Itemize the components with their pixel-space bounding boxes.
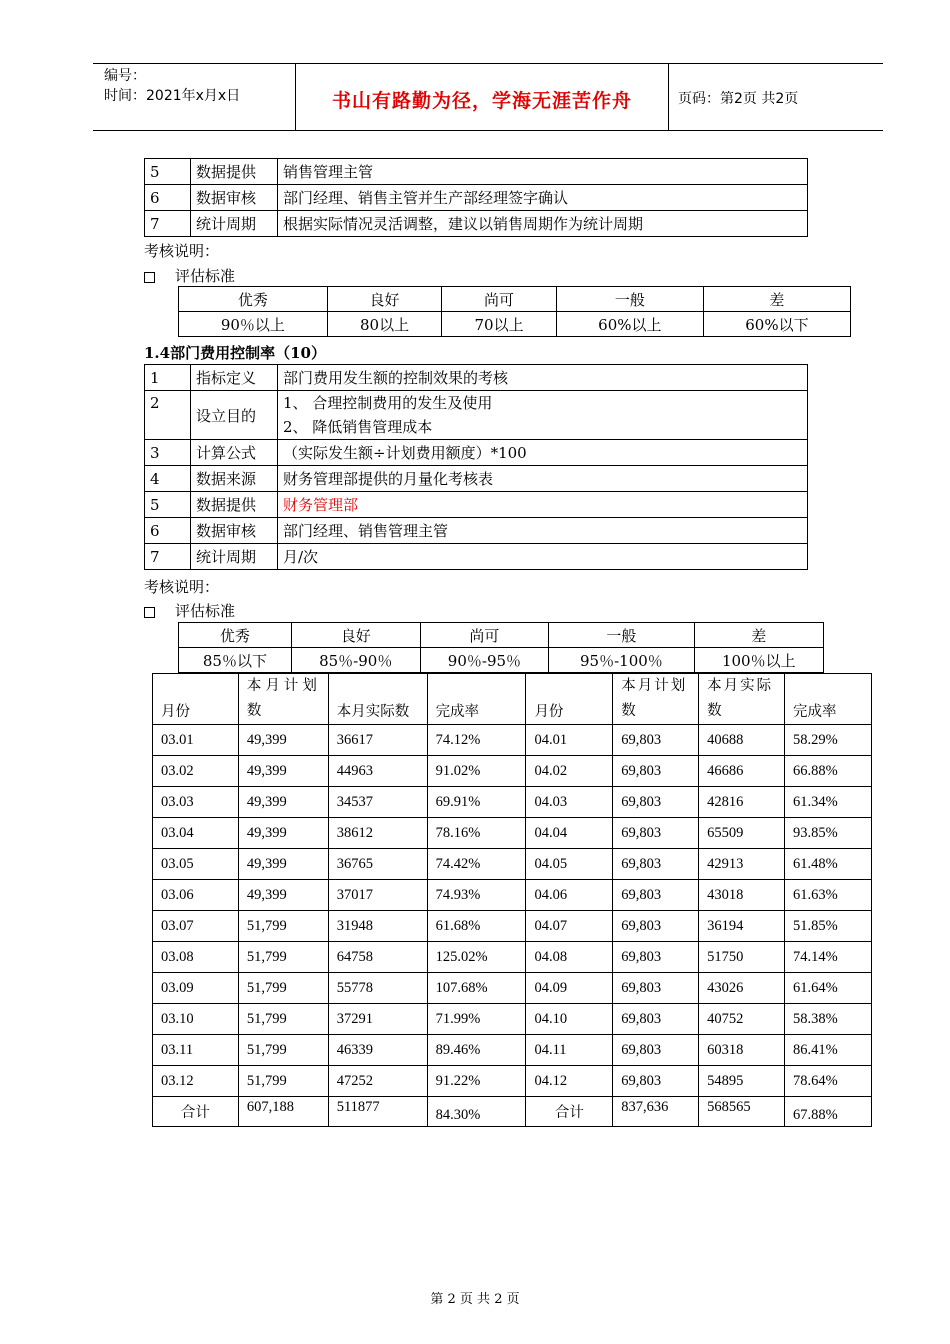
total-label: 合计: [526, 1097, 613, 1127]
table-cell: 69,803: [613, 880, 699, 911]
row-content: 根据实际情况灵活调整，建议以销售周期作为统计周期: [278, 211, 808, 237]
table-row: [179, 287, 851, 312]
table-cell: 03.01: [153, 725, 239, 756]
purpose-line: 1、 合理控制费用的发生及使用: [283, 394, 493, 412]
table-cell: 54895: [699, 1066, 785, 1097]
table-row: [153, 880, 872, 911]
row-number: 7: [145, 211, 191, 237]
row-item: 数据审核: [191, 185, 278, 211]
table-row: [145, 466, 808, 492]
table-row: [145, 440, 808, 466]
table-cell: 49,399: [238, 756, 328, 787]
table-cell: 03.12: [153, 1066, 239, 1097]
table-cell: 51,799: [238, 1004, 328, 1035]
table-cell: 61.68%: [427, 911, 526, 942]
table-row: [153, 787, 872, 818]
time-label: 时间：2021年x月x日: [104, 88, 241, 104]
table-cell: 66.88%: [785, 756, 872, 787]
table-cell: 69,803: [613, 756, 699, 787]
table-cell: 51,799: [238, 1066, 328, 1097]
grade-name: 优秀: [179, 287, 328, 312]
table-row: [145, 365, 808, 391]
table-cell: 51,799: [238, 942, 328, 973]
row-content: 月/次: [278, 544, 808, 570]
table-cell: 69,803: [613, 725, 699, 756]
table-cell: 69,803: [613, 973, 699, 1004]
table-row: [145, 492, 808, 518]
table-cell: 36194: [699, 911, 785, 942]
table-row: [153, 756, 872, 787]
table-cell: 69,803: [613, 911, 699, 942]
row-content: 部门经理、销售主管并生产部经理签字确认: [278, 185, 808, 211]
row-number: 4: [145, 466, 191, 492]
table-cell: 03.03: [153, 787, 239, 818]
table-cell: 03.08: [153, 942, 239, 973]
table-cell: 61.48%: [785, 849, 872, 880]
grade-name: 优秀: [179, 623, 292, 648]
total-cell: 84.30%: [427, 1097, 526, 1127]
row-content: 销售管理主管: [278, 159, 808, 185]
row-item: 指标定义: [191, 365, 278, 391]
table-row: [179, 623, 824, 648]
table-row: [153, 818, 872, 849]
criteria-label: 评估标准: [175, 602, 236, 620]
grade-value: 85％-90％: [291, 648, 420, 673]
table-cell: 61.64%: [785, 973, 872, 1004]
table-cell: 04.12: [526, 1066, 613, 1097]
table-cell: 04.11: [526, 1035, 613, 1066]
table-cell: 74.12%: [427, 725, 526, 756]
row-item: 数据提供: [191, 159, 278, 185]
row-content: （实际发生额÷计划费用额度）*100: [278, 440, 808, 466]
column-header: 本月实际数: [699, 674, 785, 725]
table-cell: 03.05: [153, 849, 239, 880]
table-cell: 04.01: [526, 725, 613, 756]
column-header: 本月计划数: [238, 674, 328, 725]
table-cell: 60318: [699, 1035, 785, 1066]
table-cell: 69,803: [613, 818, 699, 849]
row-item: 统计周期: [191, 211, 278, 237]
grade-table: [178, 622, 824, 673]
grade-value: 70以上: [442, 312, 557, 337]
grade-name: 尚可: [420, 623, 549, 648]
table-cell: 04.03: [526, 787, 613, 818]
table-row: [153, 1004, 872, 1035]
table-cell: 42913: [699, 849, 785, 880]
header-page-label: 页码：第2页 共2页: [678, 91, 799, 107]
table-cell: 107.68%: [427, 973, 526, 1004]
column-header: 月份: [153, 674, 239, 725]
table-cell: 47252: [328, 1066, 427, 1097]
row-number: 2: [145, 391, 191, 440]
column-header: 完成率: [427, 674, 526, 725]
table-body: [153, 725, 872, 1097]
table-cell: 51750: [699, 942, 785, 973]
assessment-note-label: 考核说明：: [144, 242, 220, 260]
table-row: [153, 1035, 872, 1066]
checkbox-icon: [144, 607, 155, 618]
row-item: 统计周期: [191, 544, 278, 570]
table-cell: 91.22%: [427, 1066, 526, 1097]
total-label: 合计: [153, 1097, 239, 1127]
table-row: [145, 211, 808, 237]
row-number: 3: [145, 440, 191, 466]
assessment-note-label: 考核说明：: [144, 578, 220, 596]
table-row: [145, 159, 808, 185]
total-cell: 67.88%: [785, 1097, 872, 1127]
table-cell: 42816: [699, 787, 785, 818]
table-row: [179, 648, 824, 673]
row-number: 7: [145, 544, 191, 570]
grade-table: [178, 286, 851, 337]
table-cell: 69,803: [613, 849, 699, 880]
grade-value: 90％以上: [179, 312, 328, 337]
table-cell: 04.10: [526, 1004, 613, 1035]
grade-name: 一般: [549, 623, 694, 648]
checkbox-icon: [144, 272, 155, 283]
table-cell: 125.02%: [427, 942, 526, 973]
table-cell: 04.09: [526, 973, 613, 1004]
table-cell: 03.06: [153, 880, 239, 911]
table-cell: 04.08: [526, 942, 613, 973]
grade-value: 95％-100％: [549, 648, 694, 673]
table-cell: 74.93%: [427, 880, 526, 911]
table-cell: 58.29%: [785, 725, 872, 756]
indicator-table-continued: [144, 158, 808, 237]
table-row: [153, 1066, 872, 1097]
row-number: 1: [145, 365, 191, 391]
table-cell: 86.41%: [785, 1035, 872, 1066]
row-item: 数据审核: [191, 518, 278, 544]
table-row: [145, 185, 808, 211]
table-cell: 03.09: [153, 973, 239, 1004]
row-number: 6: [145, 518, 191, 544]
table-cell: 46686: [699, 756, 785, 787]
table-cell: 34537: [328, 787, 427, 818]
grade-value: 90％-95％: [420, 648, 549, 673]
page-footer: 第 2 页 共 2 页: [430, 1292, 520, 1307]
indicator-table: [144, 364, 808, 570]
grade-value: 60%以上: [556, 312, 703, 337]
table-cell: 31948: [328, 911, 427, 942]
table-cell: 91.02%: [427, 756, 526, 787]
table-cell: 04.04: [526, 818, 613, 849]
table-cell: 03.11: [153, 1035, 239, 1066]
table-cell: 49,399: [238, 818, 328, 849]
table-row: [153, 973, 872, 1004]
criteria-heading: [144, 600, 235, 621]
table-cell: 03.10: [153, 1004, 239, 1035]
column-header: 本月实际数: [328, 674, 427, 725]
table-total-row: [153, 1097, 872, 1127]
table-row: [145, 544, 808, 570]
table-cell: 49,399: [238, 880, 328, 911]
header-motto: 书山有路勤为径，学海无涯苦作舟: [331, 90, 632, 112]
table-cell: 61.63%: [785, 880, 872, 911]
table-cell: 37291: [328, 1004, 427, 1035]
column-header: 完成率: [785, 674, 872, 725]
table-row: [179, 312, 851, 337]
table-cell: 65509: [699, 818, 785, 849]
table-cell: 03.02: [153, 756, 239, 787]
table-row: [145, 518, 808, 544]
table-cell: 40688: [699, 725, 785, 756]
table-row: [153, 849, 872, 880]
table-row: [145, 391, 808, 440]
table-cell: 51.85%: [785, 911, 872, 942]
table-cell: 55778: [328, 973, 427, 1004]
table-cell: 51,799: [238, 1035, 328, 1066]
row-number: 5: [145, 492, 191, 518]
criteria-label: 评估标准: [175, 267, 236, 285]
table-cell: 51,799: [238, 973, 328, 1004]
table-cell: 69,803: [613, 1035, 699, 1066]
grade-name: 良好: [291, 623, 420, 648]
header-divider: [668, 63, 669, 130]
table-cell: 64758: [328, 942, 427, 973]
table-cell: 71.99%: [427, 1004, 526, 1035]
table-cell: 69,803: [613, 942, 699, 973]
grade-name: 差: [694, 623, 823, 648]
table-cell: 74.14%: [785, 942, 872, 973]
grade-name: 良好: [327, 287, 442, 312]
grade-value: 100％以上: [694, 648, 823, 673]
row-item: 设立目的: [191, 391, 278, 440]
table-cell: 04.05: [526, 849, 613, 880]
table-cell: 03.07: [153, 911, 239, 942]
table-cell: 69,803: [613, 787, 699, 818]
grade-value: 60%以下: [703, 312, 850, 337]
table-row: [153, 942, 872, 973]
table-cell: 49,399: [238, 725, 328, 756]
grade-name: 尚可: [442, 287, 557, 312]
table-cell: 37017: [328, 880, 427, 911]
table-cell: 43018: [699, 880, 785, 911]
row-content: 财务管理部: [278, 492, 808, 518]
table-row: [153, 725, 872, 756]
column-header: 本月计划数: [613, 674, 699, 725]
table-cell: 40752: [699, 1004, 785, 1035]
row-item: 数据来源: [191, 466, 278, 492]
section-title: 1.4部门费用控制率（10）: [144, 344, 326, 362]
header-meta: [104, 66, 240, 106]
table-cell: 46339: [328, 1035, 427, 1066]
table-cell: 04.07: [526, 911, 613, 942]
table-cell: 03.04: [153, 818, 239, 849]
row-content: 部门经理、销售管理主管: [278, 518, 808, 544]
column-header: 月份: [526, 674, 613, 725]
table-cell: 78.16%: [427, 818, 526, 849]
grade-name: 一般: [556, 287, 703, 312]
table-cell: 61.34%: [785, 787, 872, 818]
table-cell: 04.02: [526, 756, 613, 787]
monthly-cost-table: [152, 673, 872, 1127]
table-cell: 93.85%: [785, 818, 872, 849]
table-cell: 89.46%: [427, 1035, 526, 1066]
total-cell: 511877: [328, 1097, 427, 1127]
row-number: 5: [145, 159, 191, 185]
grade-value: 85％以下: [179, 648, 292, 673]
table-cell: 78.64%: [785, 1066, 872, 1097]
row-item: 计算公式: [191, 440, 278, 466]
row-content: [278, 391, 808, 440]
header-top-rule: [93, 63, 883, 64]
table-cell: 51,799: [238, 911, 328, 942]
table-cell: 44963: [328, 756, 427, 787]
serial-label: 编号：: [104, 68, 146, 84]
table-cell: 74.42%: [427, 849, 526, 880]
table-cell: 49,399: [238, 787, 328, 818]
table-cell: 58.38%: [785, 1004, 872, 1035]
row-number: 6: [145, 185, 191, 211]
table-header-row: [153, 674, 872, 725]
purpose-line: 2、 降低销售管理成本: [283, 418, 433, 436]
table-cell: 69,803: [613, 1004, 699, 1035]
grade-value: 80以上: [327, 312, 442, 337]
row-content: 部门费用发生额的控制效果的考核: [278, 365, 808, 391]
header-bottom-rule: [93, 130, 883, 131]
table-cell: 69.91%: [427, 787, 526, 818]
table-cell: 04.06: [526, 880, 613, 911]
table-cell: 49,399: [238, 849, 328, 880]
table-cell: 36617: [328, 725, 427, 756]
total-cell: 837,636: [613, 1097, 699, 1127]
row-item: 数据提供: [191, 492, 278, 518]
table-cell: 36765: [328, 849, 427, 880]
table-cell: 43026: [699, 973, 785, 1004]
table-cell: 69,803: [613, 1066, 699, 1097]
table-row: [153, 911, 872, 942]
total-cell: 607,188: [238, 1097, 328, 1127]
row-content: 财务管理部提供的月量化考核表: [278, 466, 808, 492]
table-cell: 38612: [328, 818, 427, 849]
criteria-heading: [144, 265, 235, 286]
total-cell: 568565: [699, 1097, 785, 1127]
grade-name: 差: [703, 287, 850, 312]
